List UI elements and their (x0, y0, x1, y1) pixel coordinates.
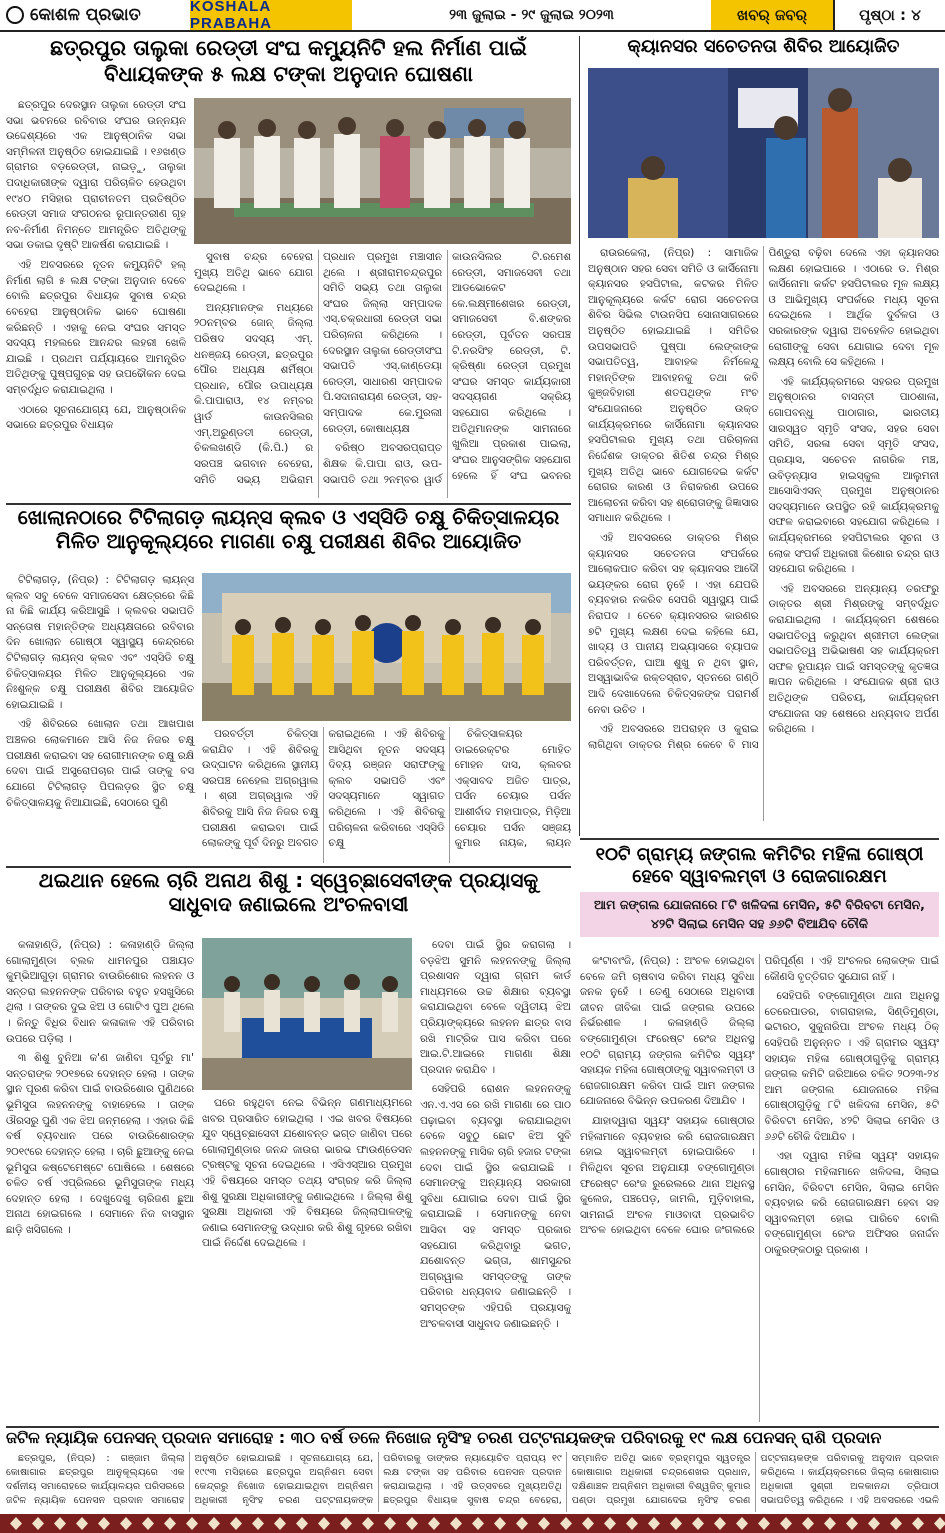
article-headline: ଛତ୍ରପୁର ତାଲୁକା ରେଡ୍ଡୀ ସଂଘ କମ୍ୟୁନିଟି ହଲ ନିର୍ମାଣ ପାଇଁ ବିଧାୟକଙ୍କ ୫ ଲକ୍ଷ ଟଙ୍କା ଅନୁଦାନ ଘୋଷଣା (50, 36, 527, 86)
article-column (6, 573, 194, 863)
article-eye-camp (6, 505, 571, 865)
article-column (6, 938, 194, 1422)
article-paragraph: ଛତ୍ରପୁର, (ନିପ୍ର) : ଗଞ୍ଜାମ ଜିଲ୍ଲା କୋଷାଗାର ଛତ୍ରପୁର ଆନୁକୂଲ୍ୟରେ ଏକ ଦର୍ଶନୀୟ ସମାରୋହରେ କାର୍ଯ୍ୟାଳୟର ପରିସରରେ ଜଟିଳ ନ୍ୟାୟିକ ପେନସନ ପ୍ରଦାନ ସମାରୋହ ଅନୁଷ୍ଠିତ ହୋଇଯାଇଛି । ସୂଚନାଯୋଗ୍ୟ ଯେ, ୧୯୯୩ ମସିହାରେ ଛତ୍ରପୁର ଅଗ୍ନିଶମ ସେବା କେନ୍ଦ୍ରରୁ ନିଖୋଜ ହୋଇଯାଇଥିବା ଅଗ୍ନିଶମ ଅଧିକାରୀ ନୃସିଂହ ଚରଣ ପଟ୍ଟନାୟକଙ୍କ ପରିବାରକୁ ଡାଙ୍କର ନ୍ୟାୟୋଚିତ ପ୍ରାପ୍ୟ ୧୯ ଲକ୍ଷ ଟଙ୍କା ସହ ପରିବାର ପେନସନ ପ୍ରଦାନ କରାଯାଇଥିଲା । ଏହି ଉତ୍ସବରେ ମୁଖ୍ୟଅତିଥି ଛତ୍ରପୁର ବିଧାୟକ ସୁବାଷ ଚନ୍ଦ୍ର ବେହେରା, ସମ୍ମାନିତ ଅତିଥି ଭାବେ ବ୍ରହ୍ମପୁର ସ୍ୱତନ୍ତ୍ର କୋଷାଗାର ଅଧିକାରୀ ଚନ୍ଦ୍ରଶେଖର ପ୍ରଧାନ, ଦକ୍ଷିଣାଞ୍ଚଳ ଅଗ୍ନିଶମ ଅଧିକାରୀ ବିଶ୍ୱଜିତ୍ କୁମାର ପଣ୍ଡା ପ୍ରମୁଖ ଯୋଗଦେଇ ନୃସିଂହ ଚରଣ ପଟ୍ଟନାୟକଙ୍କ ପରିବାରକୁ ଅନୁଦାନ ପ୍ରଦାନ କରିଥିଲେ । କାର୍ଯ୍ୟକ୍ରମରେ ଜିଲ୍ଲା କୋଷାଗାର ଅଧିକାରୀ ସୁଶ୍ରୀ ଅଳକାନନ୍ଦା ତ୍ରିପାଠୀ ସଭାପତିତ୍ୱ କରିଥିଲେ । ଏହି ଅବସରରେ ଏଭଳି (6, 1453, 939, 1506)
page-number: ପୃଷ୍ଠା : ୪ (833, 0, 945, 30)
article-reddy-sangha (6, 36, 571, 501)
article-paragraph: ଏହି ଅବସରରେ ଅପରାହ୍ନ ଓ କୁରାଇ ଲାଗିଥିବା ଡାକ୍ତର ମିଶ୍ର କେବେ ବି ମାସ ପିଣ୍ଡୁରା ବଢ଼ିବା ଦେଲେ ଏହା କ୍ୟାନସର ଲକ୍ଷଣ ହୋଇପାରେ । ଏଠାରେ ଡ. ମିଶ୍ର କାର୍ସିନୋମା କର୍କଟ ହସପିଟାଲର ମୂଳ ଲକ୍ଷ୍ୟ ଓ ଆଭିମୁଖ୍ୟ ସଂପର୍କରେ ମଧ୍ୟ ସୂଚନା ଦେଇଥିଲେ । ଆର୍ଥିକ ଦୁର୍ବଳତା ଓ ସରକାରଙ୍କ ଦ୍ୱାରା ଅବହେଳିତ ହୋଇଥିବା ରୋଗୀଙ୍କୁ ସେବା ଯୋଗାଇ ଦେବା ମୂଳ ଲକ୍ଷ୍ୟ ବୋଲି ସେ କହିଥିଲେ । (588, 247, 939, 751)
article-paragraph: ୩ ଶିଶୁ ବୁନିଆ କ'ଣ ଜାଣିବା ପୂର୍ବରୁ ମା' ସନ୍ତରାଙ୍କ ୨୦୧୭ରେ ଦେହାନ୍ତ ହେଲା । ତାଙ୍କ ସ୍ଥାନ ପୂରଣ କରିବା ପାଇଁ ବାଉରିଶୋର ପୁଣିଥରେ ଭୂମିସୁତା ଲହନନଙ୍କୁ ବାହାହେଲେ । ତାଙ୍କ ଔରସରୁ ପୁଣି ଏକ ଝିଅ ଜନ୍ମହେଲା । ଏହାର କିଛି ବର୍ଷ ବ୍ୟବଧାନ ପରେ ବାଉରିଶୋରଙ୍କ ୨୦୧୯ରେ ଦେହାନ୍ତ ହେଲା । ଚାରି ଛୁଆଙ୍କୁ ନେଇ ଭୂମିସୁତା କଷ୍ଟେମେଷ୍ଟେ ପୋଷିଲେ । ଶେଷରେ ଚଳିତ ବର୍ଷ ଏପ୍ରିଲରେ ଭୂମିସୁତାଙ୍କ ମଧ୍ୟ ଦେହାନ୍ତ ହେଲା । ଦେଖୁଦେଖୁ ଚାରିଜଣ ଛୁଆ ଅନାଥ ହୋଇଗଲେ । ସେମାନେ ନିଜ ବାସସ୍ଥାନ ଛାଡ଼ି ଖସିଗଲେ । (6, 1052, 194, 1236)
article-columns (194, 250, 571, 498)
article-columns (588, 246, 939, 821)
section-divider (580, 838, 939, 840)
article-pension-ceremony (6, 1428, 939, 1512)
logo-text: କୋଶଳ ପ୍ରଭାତ (30, 5, 141, 25)
column-divider (579, 36, 580, 836)
article-paragraph: କଂଟାବାଂଜି, (ନିପ୍ର) : ଅଂଚଳ ହୋଇଥିବା ବେଳେ ଜମି ଚାଷବାସ କରିବା ମଧ୍ୟ ସୁବିଧା ଜନକ ନୁହେଁ । ତେଣୁ ସେଠାରେ ଅଧିବାସୀ ଜୀବନ ଜୀବିକା ପାଇଁ ଜଙ୍ଗଲ ଉପରେ ନିର୍ଭରଶୀଳ । କଳାହାଣ୍ଡି ଜିଲ୍ଲା ବଙ୍ଗୋମୁଣ୍ଡା ଫରେଷ୍ଟ ରେଂଜ ଅଧିନସ୍ଥ ୧୦ଟି ଗ୍ରାମ୍ୟ ଜଙ୍ଗଲ କମିଟିର ସ୍ୱୟଂ ସହାୟକ ମହିଳା ଗୋଷ୍ଠୀଙ୍କୁ ସ୍ୱାବଲମ୍ବୀ ଓ ରୋଜଗାରକ୍ଷମ କରିବା ପାଇଁ ଆମ ଜଙ୍ଗଲ ଯୋଜନାରେ ବିଭିନ୍ନ ଉପକରଣ ଦିଆଯିବ । (580, 955, 755, 1108)
cancer-camp-photo (588, 68, 939, 238)
article-headline: ୧୦ଟି ଗ୍ରାମ୍ୟ ଜଙ୍ଗଲ କମିଟିର ମହିଳା ଗୋଷ୍ଠୀ ହେବେ ସ୍ୱାବଲମ୍ବୀ ଓ ରୋଜଗାରକ୍ଷମ (595, 844, 924, 887)
article-paragraph: ଟିଟିଲାଗଡ଼, (ନିପ୍ର) : ଟିଟିଲାଗଡ଼ ଲାୟନ୍ସ କ୍ଲବ ସବୁ ବେଳେ ସମାଜସେବା କ୍ଷେତ୍ରରେ କିଛି ନା କିଛି କାର୍ଯ୍ୟ କରିଆସୁଛି । କ୍ଲବର ସଭାପତି ସନ୍ତୋଷ ମହାନ୍ତିଙ୍କ ଅଧ୍ୟକ୍ଷତାରେ ରବିବାର ଦିନ ଖୋଲାନ ଗୋଷ୍ଠୀ ସ୍ୱାସ୍ଥ୍ୟ କେନ୍ଦ୍ରରେ ଟିଟିଲାଗଡ଼ ଲାୟନ୍ସ କ୍ଲବ ଏବଂ ଏସ୍‌ସିଡି ଚକ୍ଷୁ ଚିକିତ୍ସାଳୟର ମିଳିତ ଆନୁକୂଲ୍ୟରେ ଏକ ନିଃଶୁଳ୍କ ଚକ୍ଷୁ ପରୀକ୍ଷଣ ଶିବିର ଆୟୋଜିତ ହୋଇଯାଇଛି । (6, 574, 194, 711)
article-paragraph: ସୁବାଷ ଚନ୍ଦ୍ର ବେହେରା ମୁଖ୍ୟ ଅତିଥି ଭାବେ ଯୋଗ ଦେଇଥିଲେ । (194, 251, 313, 295)
seal-icon (6, 6, 24, 24)
eye-camp-photo (202, 573, 571, 721)
section-name: ଖବର୍ ଜବର୍ (711, 0, 833, 30)
article-column (6, 98, 186, 498)
article-paragraph: ଛତ୍ରପୁର ଦେରସ୍ଥାନ ତାଲୁକା ରେଡ୍ଡୀ ସଂଘ ସଭା ଭବନରେ ରବିବାର ସଂଘର ଉନ୍ନୟନ ଉଦ୍ଦେଶ୍ୟରେ ଏକ ଆନୁଷ୍ଠାନିକ ସଭା ସମ୍ମିଳନୀ ଅନୁଷ୍ଠିତ ହୋଇଯାଇଛି । ୧୬ଖଣ୍ଡ ଗ୍ରାମର ବଡ଼ରେଡ୍ଡୀ, ନାଇଡ଼ୁ, ତାଲୁକା ପଦାଧିକାରୀଙ୍କ ଦ୍ୱାରା ପରିଚାଳିତ ହେଉଥିବା ୧୯୪୦ ମସିହାର ପ୍ରାଚୀନତମ ପ୍ରତିଷ୍ଠିତ ରେଡ୍ଡୀ ସମାଜ ସଂଗଠନର ରୂପାନ୍ତରୀଣ ଗୃହ ନବ-ନିର୍ମାଣ ନିମନ୍ତେ ଆମନ୍ତ୍ରିତ ଅତିଥିଙ୍କୁ ସଭା ଡକାଇ ଦୃଷ୍ଟି ଆକର୍ଷଣ କରାଯାଇଛି । (6, 99, 186, 252)
article-paragraph: ବରିଷ୍ଠ ଅବସରପ୍ରାପ୍ତ ଶିକ୍ଷକ କି.ପାପା ରାଓ, ଉପ-ସଭାପତି ତଥା ୨ନମ୍ବର ୱାର୍ଡ କାଉନସିଲର ଟି.ରମେଶ ରେଡ୍ଡୀ, ସମାଜସେବୀ ତଥା ଆଡଭୋକେଟ କେ.ଲକ୍ଷ୍ମୀଶେଖର ରେଡ୍ଡୀ, ସମାଜସେବୀ ବି.ଶଙ୍କର ରେଡ୍ଡୀ, ପୂର୍ବତନ ସରପଞ୍ଚ ଟି.ନରସିଂହ ରେଡ୍ଡୀ, ଟି. କ୍ରିଷ୍ଣା ରେଡ୍ଡୀ ପ୍ରମୁଖ ସଂଘର ସମସ୍ତ କାର୍ଯ୍ୟକାରୀ ସଦସ୍ୟଗଣ ସକ୍ରିୟ ସହଯୋଗ କରିଥିଲେ । ଅତିଥିମାନଙ୍କ ସାମନାରେ ଖୁଲିଆ ପ୍ରକାଶ ପାଇଲା, ସଂଘର ଆନୁସଙ୍ଗିକ ସହଯୋଗ ହେଲେ ହିଁ ସଂଘ ଭବନର (323, 251, 571, 486)
masthead (0, 0, 945, 32)
article-paragraph: ଘରେ ରହୁଥିବା ନେଇ ବିଭିନ୍ନ ଗଣମାଧ୍ୟମରେ ଖବର ପ୍ରସାରିତ ହୋଇଥିଲା । ଏଇ ଖବର ବିଷୟରେ ଯୁବ ସ୍ୱେଚ୍ଛାସେବୀ ଯଶୋବନ୍ତ ଭଗ୍ତ ଜାଣିବା ପରେ ଗୋଲାମୁଣ୍ଡାର ଜନନ୍ଦ ଜାଉରା ଭାରଭ ଫାଉଣ୍ଡେସନ ଟ୍ରଷ୍ଟକୁ ସୂଚନା ଦେଇଥିଲେ । ଏସିଏସ୍ଆର ପ୍ରମୁଖ ଏହି ବିଷୟରେ ସମସ୍ତ ତଥ୍ୟ ସଂଗ୍ରହ କରି ଜିଲ୍ଲା ଶିଶୁ ସୁରକ୍ଷା ଅଧିକାରୀଙ୍କୁ ଜଣାଇଥିଲେ । ଜିଲ୍ଲା ଶିଶୁ ସୁରକ୍ଷା ଅଧିକାରୀ ଏହି ବିଷୟରେ ଜିଲ୍ଲାପାଳଙ୍କୁ ଜଣାଇ ସେମାନଙ୍କୁ ଉଦ୍ଧାର କରି ଶିଶୁ ଗୃହରେ ରଖିବା ପାଇଁ ନିର୍ଦ୍ଦେଶ ଦେଇଥିଲେ । (202, 1097, 412, 1250)
article-paragraph: ଏହା ଦ୍ୱାରା ମହିଳା ସ୍ୱୟଂ ସହାୟକ ଗୋଷ୍ଠୀର ମହିଳାମାନେ ଖଳିଦଳା, ସିଲାଇ ମେସିନ, ବିରିବଟା ମେସିନ, ସିଲାଇ ମେସିନ ବ୍ୟବହାର କରି ରୋଜଗାରକ୍ଷମ ହେବା ସହ ସ୍ୱାବଲମ୍ବୀ ହୋଇ ପାରିବେ ବୋଲି ବଙ୍ଗୋମୁଣ୍ଡା ରେଂଜ ଅଫିସର ଜନାର୍ଦ୍ଦନ ଠାକୁରଙ୍କଠାରୁ ପ୍ରକାଶ । (764, 1150, 939, 1256)
children-photo (202, 938, 412, 1090)
masthead-title: KOSHALA PRABAHA (190, 0, 352, 30)
article-columns (202, 727, 571, 863)
meeting-photo (194, 98, 571, 244)
article-paragraph: ରାଉରକେଲା, (ନିପ୍ର) : ସାମାଜିକ ଅନୁଷ୍ଠାନ ସହର ସେବା ସମିତି ଓ କାର୍ସିନୋମା କ୍ୟାନସର ହସପିଟାଲ, କଟକର ମିଳିତ ଆନୁକୂଲ୍ୟରେ କର୍କଟ ରୋଗ ସଚେତନତା ଶିବିର ସିଭିଲ ଟାଉନସିପ ସୋନାସାଗରରେ ଅନୁଷ୍ଠିତ ହୋଇଯାଇଛି । ସମିତିର ଉପସଭାପତି ପୁଷ୍ପା ଲେଙ୍କାଙ୍କ ସଭାପତିତ୍ୱ, ଆବାହକ ନିର୍ମଳେନ୍ଦୁ ମହାନ୍ତିଙ୍କ ଆବାହନକୁ ତଥା କବି କୁଞ୍ଜବିହାରୀ ଶତପଥିଙ୍କ ମଂଚ ସଂଯୋଜନାରେ ଅନୁଷ୍ଠିତ ଉକ୍ତ କାର୍ଯ୍ୟକ୍ରମରେ କାର୍ସିନୋମା କ୍ୟାନସର ହସପିଟାଲର ମୁଖ୍ୟ ତଥା ପରିଚାଳନା ନିର୍ଦ୍ଦେଶକ ଡାକ୍ତର ଶିତିଶ ଚନ୍ଦ୍ର ମିଶ୍ର ମୁଖ୍ୟ ଅତିଥି ଭାବେ ଯୋଗଦେଇ କର୍କଟ ରୋଗର କାରଣ ଓ ନିରାକରଣ ଉପରେ ଆଲୋଚନା କରିବା ସହ ଶ୍ରୋତାଙ୍କୁ ଜିଜ୍ଞାସାର ସମାଧାନ କରିଥିଲେ । (588, 247, 759, 525)
article-headline: ଜଟିଳ ନ୍ୟାୟିକ ପେନସନ୍ ପ୍ରଦାନ ସମାରୋହ : ୩୦ ବର୍ଷ ତଳେ ନିଖୋଜ ନୃସିଂହ ଚରଣ ପଟ୍ଟନାୟକଙ୍କ ପରିବାରକୁ ୧୯ ଲକ୍ଷ ପେନସନ୍ ରାଶି ପ୍ରଦାନ (6, 1428, 882, 1447)
article-subheadline: ଆମ ଜଙ୍ଗଲ ଯୋଜନାରେ ୮ଟି ଖଳିଦଳା ମେସିନ, ୫ଟି ବିରିବଟା ମେସିନ, ୪୨ଟି ସିଲାଇ ମେସିନ ସହ ୬୬ଟି ବିଆଯିବ ଚୌକି (580, 892, 939, 938)
article-paragraph: ଏହି କାର୍ଯ୍ୟକ୍ରମରେ ସହରର ପ୍ରମୁଖ ଅନୁଷ୍ଠାନର ବାସନ୍ତୀ ପାଠଶାଳା, ଗୋପବନ୍ଧୁ ପାଠାଗାର, ଭାରତୀୟ ସାରସ୍ୱତ ସ୍ମୃତି ସଂସଦ, ସହର ସେବା ସମିତି, ସରଳା ସେବା ସ୍ମୃତି ସଂସଦ, ପ୍ରୟାସ, ସଚେତନ ନାଗରିକ ମଞ୍ଚ, ଉବିଡ଼ନ୍ୟାସ ହାଇସ୍କୁଲ ଆଲୁମନୀ ଆସୋସିଏସନ୍ ପ୍ରମୁଖ ଅନୁଷ୍ଠାନର ସଦସ୍ୟମାନେ ଉପସ୍ଥିତ ରହି କାର୍ଯ୍ୟକ୍ରମକୁ ସଫଳ କରାଇବାରେ ସହଯୋଗ କରିଥିଲେ । କାର୍ଯ୍ୟକ୍ରମରେ ହସପିଟାଲର ସୂଚନା ଓ ଲୋକ ସଂପର୍କ ଅଧିକାରୀ କିଶୋର ଚନ୍ଦ୍ର ରାଓ ସହଯୋଗ କରିଥିଲେ । (768, 375, 939, 576)
article-paragraph: ଏହି ଅବସରରେ ଡାକ୍ତର ମିଶ୍ର କ୍ୟାନସର ସଚେତନତା ସଂପର୍କରେ ଆଲୋକପାତ କରିବା ସହ କ୍ୟାନସର ଆଦୌ ଭୟଙ୍କର ରୋଗ ନୁହେଁ । ଏହା ଯେପରି ବ୍ୟବହାର ନକରିବ ସେପରି ସ୍ୱାସ୍ଥ୍ୟ ପାଇଁ ନିରାପଦ । ତେବେ କ୍ୟାନସରର କାରଣର ୭ଟି ମୁଖ୍ୟ ଲକ୍ଷଣ ଦେଇ କହିଲେ ଯେ, ଖାଦ୍ୟ ଓ ପାନୀୟ ଅଭ୍ୟାସରେ ବ୍ୟାପକ ପରିବର୍ତ୍ତନ, ଘାଆ ଶୁଖୁ ନ ଥିବା ସ୍ଥାନ, ଅସ୍ୱାଭାବିକ ରକ୍ତସ୍ରାବ, ସ୍ତନରେ ଗଣ୍ଠି ଆଦି ଦେଖାଦେଲେ ଚିକିତ୍ସକଙ୍କ ପରାମର୍ଶ ନେବା ଉଚିତ । (588, 531, 759, 716)
article-paragraph: ଅନ୍ୟମାନଙ୍କ ମଧ୍ୟରେ ୨୦ନମ୍ବର ଜୋନ୍ ଜିଲ୍ଲା ପରିଷଦ ସଦସ୍ୟ ଏମ୍. ଧନଞ୍ଜୟ ରେଡ୍ଡୀ, ଛତ୍ରପୁର ପୌର ଅଧ୍ୟକ୍ଷ ଶର୍ମିଷ୍ଠା ପ୍ରଧାନ, ପୌର ଉପାଧ୍ୟକ୍ଷ କି.ପାପାରାଓ, ୧୪ ନମ୍ବର ୱାର୍ଡ କାଉନସିଲର ଏମ୍.ଅରୁଣ୍ଡତୀ ରେଡ୍ଡୀ, ଚିକଲଖଣ୍ଡି (କି.ପି.) ର ସରପଞ୍ଚ ଭଗବାନ ବେହେରା, ସମିତି ସଭ୍ୟ ଅଭିରାମ ପ୍ରଧାନ ପ୍ରମୁଖ ମଞ୍ଚାସୀନ ଥିଲେ । ଶ୍ରୀରାମଚନ୍ଦ୍ରପୁର ସମିତି ସଭ୍ୟ ତଥା ତାଲୁକା ସଂଘର ଜିଲ୍ଲା ସମ୍ପାଦକ ଏସ୍.ଚକ୍ରଧାରୀ ରେଡ୍ଡୀ ସଭା ପରିଚାଳନା କରିଥିଲେ । ଦେରସ୍ଥାନ ତାଲୁକା ରେଡ୍ଡୀସଂଘ ସଭାପତି ଏସ୍.କାଣ୍ଡେୟା ରେଡ୍ଡୀ, ସାଧାରଣ ସମ୍ପାଦକ ପି.ସଦାନାରାୟଣ ରେଡ୍ଡୀ, ସହ-ସମ୍ପାଦକ କେ.ମୁରଲୀ ରେଡ୍ଡୀ, କୋଷାଧ୍ୟକ୍ଷ (194, 251, 442, 486)
article-paragraph: ଏହି ଅବସରରେ ନୂତନ କମ୍ୟୁନିଟି ହଲ୍ ନିର୍ମାଣ ଲାଗି ୫ ଲକ୍ଷ ଟଙ୍କା ଅନୁଦାନ ଦେବେ ବୋଲି ଛତ୍ରପୁର ବିଧାୟକ ସୁବାଷ ଚନ୍ଦ୍ର ବେହେରା ଆନୁଷ୍ଠାନିକ ଭାବେ ଘୋଷଣା କରିଛନ୍ତି । ଏହାକୁ ନେଇ ସଂଘର ସମସ୍ତ ସଦସ୍ୟ ମହଲରେ ଆନନ୍ଦର ଲହରୀ ଖେଳି ଯାଇଛି । ପ୍ରଥମ ପର୍ଯ୍ୟାୟରେ ଆମନ୍ତ୍ରିତ ଅତିଥିଙ୍କୁ ପୁଷ୍ପଗୁଚ୍ଛ ସହ ଉପଢୌକନ ଦେଇ ସମ୍ବର୍ଦ୍ଧିତ କରାଯାଇଥିଲା । (6, 259, 186, 396)
article-womens-groups (580, 844, 939, 1424)
article-headline: ଥଇଥାନ ହେଲେ ଚାରି ଅନାଥ ଶିଶୁ : ସ୍ୱେଚ୍ଛାସେବୀଙ୍କ ପ୍ରୟାସକୁ ସାଧୁବାଦ ଜଣାଇଲେ ଅଂଚଳବାସୀ (38, 868, 539, 917)
article-paragraph: ସେହିପରି ବଙ୍ଗୋମୁଣ୍ଡା ଥାନା ଅଧିନସ୍ଥ ତେରେପାଡର, ବାଗରାହାଲ, ସିଣ୍ଡିମୁଣ୍ଡା, ଭଟାରଠ, ସୁକୁନାରିପା ଅଂଚଳ ମଧ୍ୟ ଠିକ୍ ସେହିପରି ଅନୁନ୍ନତ । ଏହି ଗ୍ରାମର ସ୍ୱୟଂ ସହାୟକ ମହିଳା ଗୋଷ୍ଠୀଗୁଡ଼ିକୁ ଗ୍ରାମ୍ୟ ଜଙ୍ଗଲ କମିଟି ଜରିଆରେ ଚଳିତ ୨୦୨୩-୨୪ ଆମ ଜଙ୍ଗଲ ଯୋଜନାରେ ମହିଳା ଗୋଷ୍ଠୀଗୁଡ଼ିକୁ ୮ଟି ଖଳିଦଳା ମେସିନ, ୫ଟି ବିରିବଟା ମେସିନ, ୪୨ଟି ସିଲାଇ ମେସିନ ଓ ୬୬ଟି ଚୌକି ଦିଆଯିବ । (764, 990, 939, 1143)
article-columns (6, 1452, 939, 1512)
newspaper-logo (0, 0, 190, 30)
article-paragraph: ଏହି ଅବସରରେ ଅନ୍ୟାନ୍ୟ ତରଫରୁ ଡାକ୍ତର ଶ୍ରୀ ମିଶ୍ରଙ୍କୁ ସମ୍ବର୍ଦ୍ଧିତ କରାଯାଇଥିଲା । କାର୍ଯ୍ୟକ୍ରମ ଶେଷରେ ସଭାପତିତ୍ୱ କରୁଥିବା ଶ୍ରୀମତୀ ଲେଙ୍କା ସଭାପତିତ୍ୱ ଅଭିଭାଷଣ ସହ କାର୍ଯ୍ୟକ୍ରମ ସଫଳ ରୂପାୟନ ପାଇଁ ସମସ୍ତଙ୍କୁ କୃତଜ୍ଞତା ଜ୍ଞାପନ କରିଥିଲେ । ସଂଯୋଜକ ଶ୍ରୀ ରାଓ ଅତିଥିଙ୍କ ପରିଚୟ, କାର୍ଯ୍ୟକ୍ରମ ସଂଯୋଜନା ସହ ଶେଷରେ ଧନ୍ୟବାଦ ଅର୍ପଣ କରିଥିଲେ । (768, 582, 939, 736)
article-paragraph: ଯାହାଦ୍ୱାରା ସ୍ୱୟଂ ସହାୟକ ଗୋଷ୍ଠୀର ମହିଳାମାନେ ବ୍ୟବହାର କରି ରୋଜଗାରକ୍ଷମ ହୋଇ ସ୍ୱାବଲମ୍ବୀ ହୋଇପାରିବେ । ମିଳିଥିବା ସୂଚନା ଅନୁଯାୟୀ ବଙ୍ଗୋମୁଣ୍ଡା ଫରେଷ୍ଟ ରେଂଜ ରୁରେଲରେ ଥାନା ଅଧିନସ୍ଥ କୁଲେଜ, ପଞ୍ଚପେଡ଼, ଜାମଲି, ମୁଡ଼ିବାହାଲ, ସାମନାଇଁ ଅଂଚଳ ମାଓବାଦୀ ପ୍ରଭାବିତ ଅଂଚଳ ହୋଇଥିବା ବେଳେ ଘୋର ଜଂଗଲରେ ପରିପୂର୍ଣ୍ଣ । ଏହି ଅଂଚଳର ଲୋକଙ୍କ ପାଇଁ କୌଣସି ବୃତ୍ତିଗତ ସୁଯୋଗ ନାହିଁ । (580, 955, 939, 1237)
article-paragraph: ଚିକିତ୍ସାଳୟର ଡାଇରେକ୍ଟର ମୋହିତ ମୋହନ ଦାସ, କ୍ଲବର ଏକ୍ସାବଦ ଅଜିତ ପାତ୍ର, ପର୍ସନ ଚେୟାର ପର୍ସନ ଆଶୀର୍ବାଦ ମହାପାତ୍ର, ମିଡ଼ିଆ ଚେୟାର ପର୍ସନ ସଞ୍ଜୟ କୁମାର ନାୟକ, ଲାୟନ (454, 728, 571, 850)
article-column (202, 1096, 412, 1422)
article-paragraph: କଳାହାଣ୍ଡି, (ନିପ୍ର) : କଳାହାଣ୍ଡି ଜିଲ୍ଲା ଗୋଲାମୁଣ୍ଡା ବ୍ଲକ ଧାମନପୁର ପଞ୍ଚାୟତ କୁମ୍ଭିଆଗୁଡ଼ା ଗ୍ରାମର ବାଉରିଶୋର ଲହନନ ଓ ସନ୍ତରା ଲହନନଙ୍କ ପରିବାର ବହୁତ ହସଖୁସିରେ ଥିଲା । ତାଙ୍କର ଦୁଇ ଝିଅ ଓ ଗୋଟିଏ ପୁଅ ଥିଲେ । କିନ୍ତୁ ବିଧିର ବିଧାନ କଳାକାଳ ଏହି ପରିବାର ଉପରେ ପଡ଼ିଲା । (6, 939, 194, 1045)
article-headline: କ୍ୟାନସର ସଚେତନତା ଶିବିର ଆୟୋଜିତ (627, 36, 900, 57)
article-paragraph: ଦେବା ପାଇଁ ସ୍ଥିର କରାଗଲା । ବଡ଼ଝିଅ ସୁମନି ଲହନନଙ୍କୁ ଜିଲ୍ଲା ପ୍ରଶାସନ ଦ୍ୱାରା ଗ୍ରାମ କାର୍ଡ ମାଧ୍ୟମରେ ଉଚ୍ଚ ଶିକ୍ଷାର ବ୍ୟବସ୍ଥା କରାଯାଇଥିବା ବେଳେ ଦ୍ୱିତୀୟ ଝିଅ ପ୍ରିୟାଙ୍କ୍ୟରେ ଲହନନ ଛାତ୍ର ବାସ ରଖି ମାଟ୍ରିକ ପାସ କରିବା ପରେ ଆଇ.ଟି.ଆଇରେ ମାଗଣା ଶିକ୍ଷା ପ୍ରଦାନ କରାଯିବ । (420, 939, 571, 1076)
article-paragraph: ଏଠାରେ ସୂଚନାଯୋଗ୍ୟ ଯେ, ଆନୁଷ୍ଠାନିକ ସଭାରେ ଛତ୍ରପୁର ବିଧାୟକ (6, 403, 186, 432)
issue-date: ୨୩ ଜୁଲାଇ - ୨୯ ଜୁଲାଇ ୨୦୨୩ (449, 7, 614, 23)
article-headline: ଖୋଲାନଠାରେ ଟିଟିଲାଗଡ଼ ଲାୟନ୍ସ କ୍ଲବ ଓ ଏସ୍‌ସିଡି ଚକ୍ଷୁ ଚିକିତ୍ସାଳୟର ମିଳିତ ଆନୁକୂଲ୍ୟରେ ମାଗଣା ଚକ୍ଷୁ ପରୀକ୍ଷଣ ଶିବିର ଆୟୋଜିତ (17, 505, 560, 554)
article-orphan-children (6, 868, 571, 1426)
article-cancer-camp (588, 36, 939, 826)
decorative-border (0, 1514, 945, 1533)
article-paragraph: ସେହିପରି ରୋଶନ ଲହନନଙ୍କୁ ଏନ.ଏ.ଏସ ରେ ରଖି ମାଗଣା ରେ ପାଠ ପଢ଼ାଇବା ବ୍ୟବସ୍ଥା କରାଯାଇଥିବା ବେଳେ ସବୁଠୁ ଛୋଟ ଝିଅ ସୁବି ଲହନନଙ୍କୁ ମାସିକ ଚାରି ହଜାର ଟଙ୍କା ଦେବା ପାଇଁ ସ୍ଥିର କରାଯାଇଛି । ସେମାନଙ୍କୁ ଅନ୍ୟାନ୍ୟ ସରକାରୀ ସୁବିଧା ଯୋଗାଇ ଦେବା ପାଇଁ ସ୍ଥିର କରାଯାଇଛି । ସେମାନଙ୍କୁ ନେବା ଆସିବା ସହ ସମସ୍ତ ପ୍ରକାର ସହଯୋଗ କରିଥିବାରୁ ଭଗତ, ଯଶୋବନ୍ତ ଭଗ୍ତା, ଶାମସୁନ୍ଦର ଅଗ୍ରୱାଲ ସମସ୍ତଙ୍କୁ ତାଙ୍କ ପରିବାର ଧନ୍ୟବାଦ ଜଣାଇଛନ୍ତି । ସମସ୍ତଙ୍କ ଏହିପରି ପ୍ରୟାସକୁ ଅଂଚଳବାସୀ ସାଧୁବାଦ ଜଣାଇଛନ୍ତି । (420, 1083, 571, 1330)
article-columns (580, 954, 939, 1422)
article-paragraph: ଏହି ଶିବିରରେ ଖୋଲାନ ତଥା ଆଖପାଖ ଅଞ୍ଚଳର ଲୋକମାନେ ଆସି ନିଜ ନିଜର ଚକ୍ଷୁ ପରୀକ୍ଷଣ କରାଇବା ସହ ରୋଗୀମାନଙ୍କ ଚକ୍ଷୁ ରକ୍ଷି ଦେବା ପାଇଁ ଅସ୍ତ୍ରୋପଚାର ପାଇଁ ତାଙ୍କୁ ବସ ଯୋଗେ ଟିଟିଲାଗଡ଼ ପିପଲଡ଼ର ସ୍ଥିତ ଚକ୍ଷୁ ଚିକିତ୍ସାଳୟକୁ ନିଆଯାଇଛି, ସେଠାରେ ପୁଣି (6, 718, 194, 809)
article-paragraph: ପରବର୍ତ୍ତୀ ଚିକିତ୍ସା କରାଯିବ । ଏହି ଶିବିରକୁ ଉଦ୍‌ଘାଟନ କରିଥିଲେ ସ୍ଥାନୀୟ ସରପଞ୍ଚ ନେହେଲ ଅଗ୍ରୱାଲ । ଶ୍ରୀ ଅଗ୍ରୱାଲ ଏହି ଶିବିରକୁ ଆସି ନିଜ ନିଜର ଚକ୍ଷୁ ପରୀକ୍ଷଣ କରାଇବା ପାଇଁ ଲୋକଙ୍କୁ ପୂର୍ବ ଦିନରୁ ଅବଗତ କରାଇଥିଲେ । ଏହି ଶିବିରକୁ ଆସିଥିବା ନୂତନ ସଦସ୍ୟ ଦିବ୍ୟ ରଞ୍ଜନ ସରାଫଙ୍କୁ କ୍ଲବ ସଭାପତି ଏବଂ ସଦସ୍ୟମାନେ ସ୍ୱାଗତ କରିଥିଲେ । ଏହି ଶିବିରକୁ ପରିଚାଳନା କରିବାରେ ଏସ୍‌ସିଡି ଚକ୍ଷୁ (202, 728, 445, 850)
article-column (420, 938, 571, 1422)
